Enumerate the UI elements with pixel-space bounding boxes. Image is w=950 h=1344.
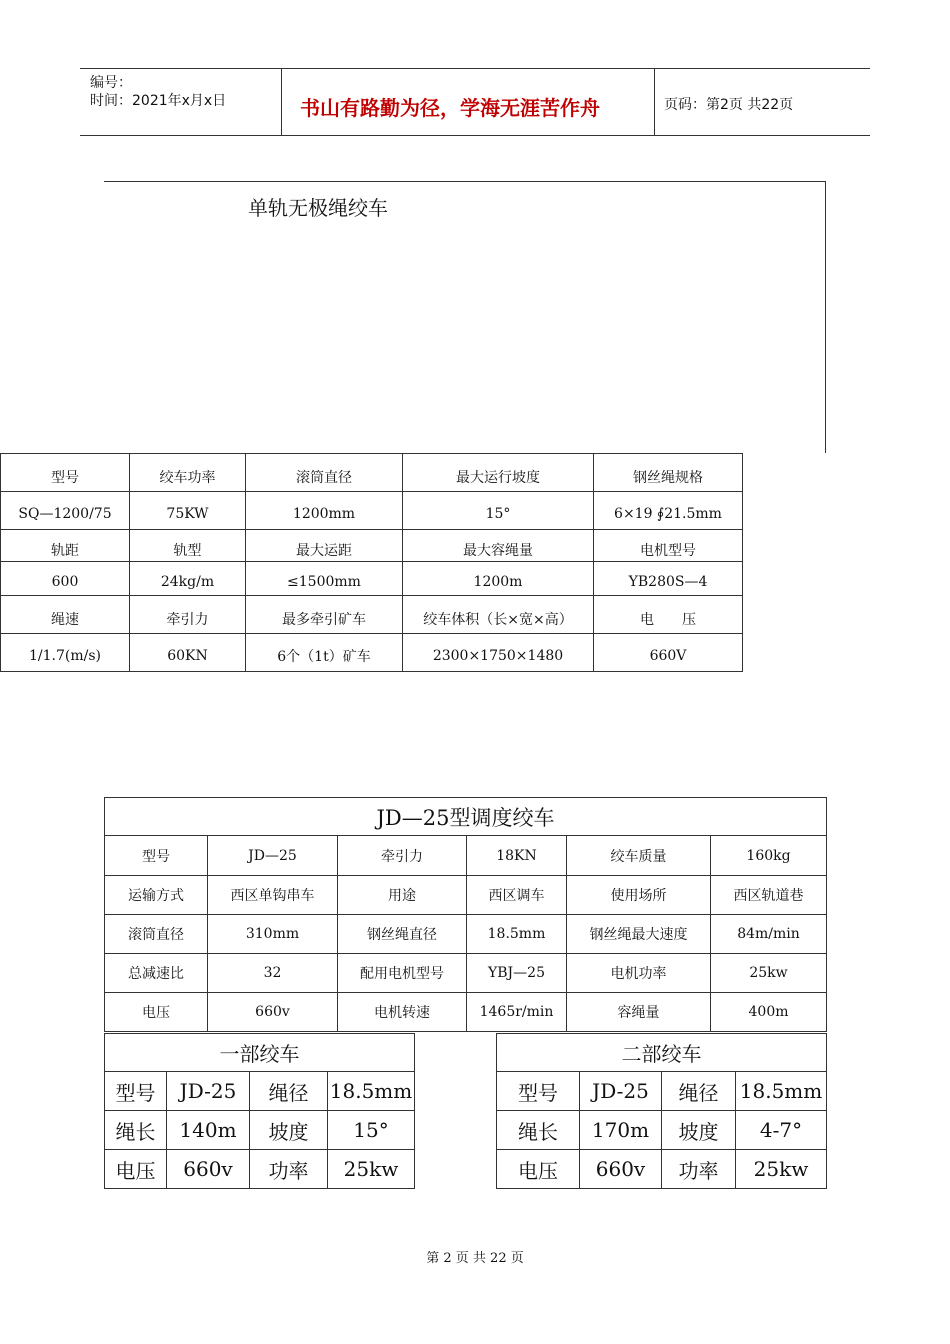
cell-label-mass: 绞车质量	[567, 836, 711, 876]
cell-value-slope: 15°	[328, 1111, 415, 1150]
cell-value-voltage: 660v	[208, 993, 338, 1032]
cell-label-rope-capacity: 容绳量	[567, 993, 711, 1032]
cell-label-power: 绞车功率	[130, 454, 246, 492]
cell-value-rope-length: 170m	[580, 1111, 662, 1150]
section1-frame-right	[825, 181, 826, 453]
cell-label-rope-length: 绳长	[497, 1111, 580, 1150]
cell-value-location: 西区轨道巷	[711, 876, 827, 915]
cell-value-max-distance: ≤1500mm	[246, 562, 403, 596]
cell-value-mass: 160kg	[711, 836, 827, 876]
cell-label-rope-diameter: 绳径	[662, 1072, 736, 1111]
cell-label-reduction: 总减速比	[105, 954, 208, 993]
cell-value-rope-diameter: 18.5mm	[736, 1072, 827, 1111]
cell-value-volume: 2300×1750×1480	[403, 634, 594, 672]
cell-label-slope: 坡度	[662, 1111, 736, 1150]
section1-title: 单轨无极绳绞车	[248, 196, 388, 220]
header-bottom-line	[80, 135, 870, 136]
cell-label-voltage: 电压	[497, 1150, 580, 1189]
cell-label-max-slope: 最大运行坡度	[403, 454, 594, 492]
cell-label-voltage: 电 压	[594, 596, 743, 634]
header-motto: 书山有路勤为径，学海无涯苦作舟	[300, 96, 600, 120]
section1-spec-table	[0, 453, 743, 672]
cell-label-drum-diameter: 滚筒直径	[105, 915, 208, 954]
cell-value-rope-diameter: 18.5mm	[467, 915, 567, 954]
cell-label-max-distance: 最大运距	[246, 530, 403, 562]
cell-value-motor-power: 25kw	[711, 954, 827, 993]
header-divider-2	[654, 68, 655, 136]
cell-value-drum-diameter: 1200mm	[246, 492, 403, 530]
cell-label-motor-power: 电机功率	[567, 954, 711, 993]
section2-title: JD—25型调度绞车	[105, 798, 827, 836]
cell-label-model: 型号	[497, 1072, 580, 1111]
cell-value-rope-spec: 6×19 ∮21.5mm	[594, 492, 743, 530]
cell-label-rail-type: 轨型	[130, 530, 246, 562]
header-top-line	[80, 68, 870, 69]
cell-value-drum-diameter: 310mm	[208, 915, 338, 954]
cell-value-traction: 18KN	[467, 836, 567, 876]
cell-value-rope-speed: 1/1.7(m/s)	[1, 634, 130, 672]
winch2-table	[496, 1033, 827, 1189]
cell-value-motor-model: YBJ—25	[467, 954, 567, 993]
cell-label-power: 功率	[662, 1150, 736, 1189]
cell-label-volume: 绞车体积（长×宽×高）	[403, 596, 594, 634]
winch1-table	[104, 1033, 415, 1189]
cell-label-rope-spec: 钢丝绳规格	[594, 454, 743, 492]
cell-label-model: 型号	[105, 1072, 167, 1111]
section1-frame-top	[104, 181, 826, 182]
cell-label-traction: 牵引力	[130, 596, 246, 634]
cell-value-slope: 4-7°	[736, 1111, 827, 1150]
cell-label-slope: 坡度	[250, 1111, 328, 1150]
cell-value-voltage: 660V	[594, 634, 743, 672]
cell-label-usage: 用途	[338, 876, 467, 915]
winch2-title: 二部绞车	[497, 1034, 827, 1072]
cell-value-model: JD-25	[580, 1072, 662, 1111]
cell-label-rope-speed: 绳速	[1, 596, 130, 634]
cell-label-drum-diameter: 滚筒直径	[246, 454, 403, 492]
cell-label-traction: 牵引力	[338, 836, 467, 876]
cell-value-traction: 60KN	[130, 634, 246, 672]
cell-label-motor-model: 配用电机型号	[338, 954, 467, 993]
header-page-info: 页码：第2页 共22页	[664, 97, 794, 113]
header-time-label: 时间：2021年x月x日	[90, 93, 227, 109]
cell-value-rope-diameter: 18.5mm	[328, 1072, 415, 1111]
cell-value-model: JD—25	[208, 836, 338, 876]
cell-label-model: 型号	[1, 454, 130, 492]
cell-value-rope-capacity: 400m	[711, 993, 827, 1032]
cell-value-rope-speed: 84m/min	[711, 915, 827, 954]
cell-value-usage: 西区调车	[467, 876, 567, 915]
cell-label-motor-speed: 电机转速	[338, 993, 467, 1032]
cell-label-rope-length: 绳长	[105, 1111, 167, 1150]
cell-label-rope-diameter: 绳径	[250, 1072, 328, 1111]
cell-value-rope-capacity: 1200m	[403, 562, 594, 596]
cell-label-rope-capacity: 最大容绳量	[403, 530, 594, 562]
cell-value-power: 75KW	[130, 492, 246, 530]
cell-label-transport: 运输方式	[105, 876, 208, 915]
header-code-label: 编号：	[90, 75, 132, 91]
cell-label-gauge: 轨距	[1, 530, 130, 562]
cell-label-voltage: 电压	[105, 993, 208, 1032]
cell-label-rope-speed: 钢丝绳最大速度	[567, 915, 711, 954]
cell-label-model: 型号	[105, 836, 208, 876]
cell-value-motor-speed: 1465r/min	[467, 993, 567, 1032]
cell-value-reduction: 32	[208, 954, 338, 993]
cell-value-model: SQ—1200/75	[1, 492, 130, 530]
cell-label-motor-model: 电机型号	[594, 530, 743, 562]
cell-value-rail-type: 24kg/m	[130, 562, 246, 596]
cell-label-rope-diameter: 钢丝绳直径	[338, 915, 467, 954]
cell-value-voltage: 660v	[167, 1150, 250, 1189]
cell-value-power: 25kw	[328, 1150, 415, 1189]
cell-label-power: 功率	[250, 1150, 328, 1189]
header-divider-1	[281, 68, 282, 136]
cell-value-motor-model: YB280S—4	[594, 562, 743, 596]
footer-page-number: 第 2 页 共 22 页	[426, 1251, 524, 1266]
cell-label-voltage: 电压	[105, 1150, 167, 1189]
cell-value-gauge: 600	[1, 562, 130, 596]
cell-value-model: JD-25	[167, 1072, 250, 1111]
cell-value-rope-length: 140m	[167, 1111, 250, 1150]
cell-label-location: 使用场所	[567, 876, 711, 915]
winch1-title: 一部绞车	[105, 1034, 415, 1072]
cell-label-max-cars: 最多牵引矿车	[246, 596, 403, 634]
section2-spec-table	[104, 797, 827, 1032]
cell-value-transport: 西区单钩串车	[208, 876, 338, 915]
cell-value-voltage: 660v	[580, 1150, 662, 1189]
cell-value-power: 25kw	[736, 1150, 827, 1189]
cell-value-max-cars: 6个（1t）矿车	[246, 634, 403, 672]
cell-value-max-slope: 15°	[403, 492, 594, 530]
